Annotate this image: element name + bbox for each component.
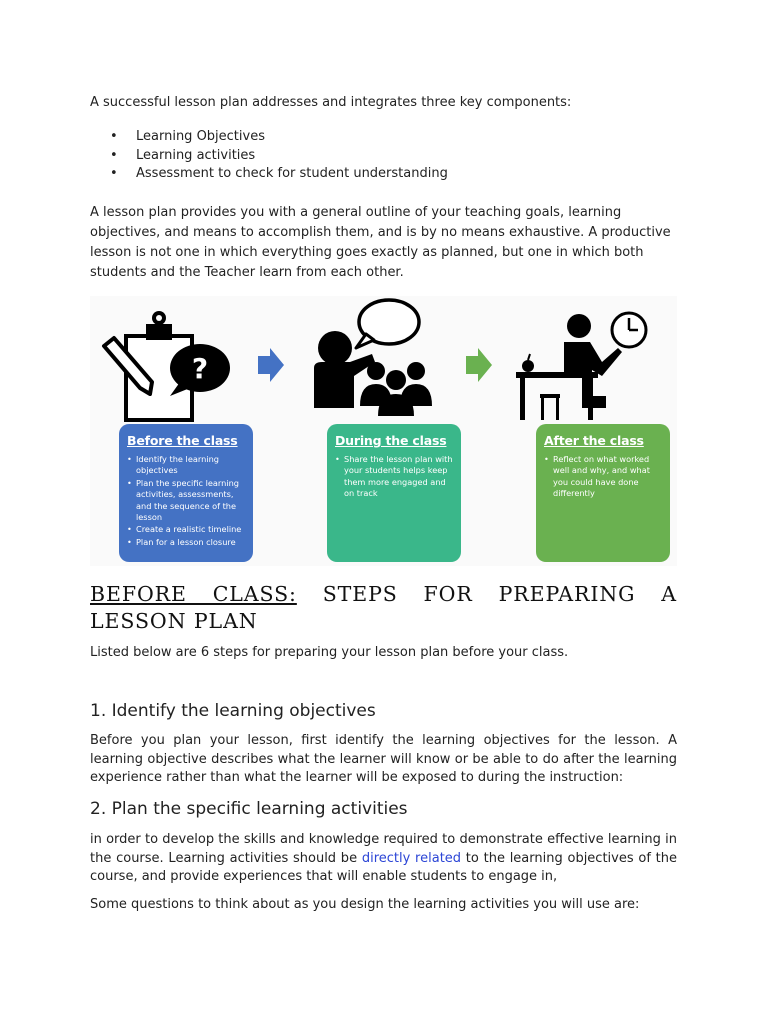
components-list: [90, 128, 448, 184]
heading-rest: STEPS FOR PREPARING A LESSON PLAN: [90, 582, 677, 633]
step-1-body: Before you plan your lesson, first identify the learning objectives for the lesson. A learning objective describes what the learner will know or be able to do after the learning experience rather than what the learner will be exposed to during the instruction:: [90, 733, 677, 785]
heading-underlined: BEFORE CLASS:: [90, 582, 297, 606]
section-heading: [90, 581, 677, 635]
directly-related-link[interactable]: directly related: [361, 850, 462, 866]
before-class-card: [119, 424, 253, 562]
card-item: • Create a realistic timeline: [127, 524, 247, 535]
clipboard-question-icon: [104, 311, 230, 420]
card-title: During the class: [335, 433, 447, 448]
arrow-right-icon: [466, 348, 492, 382]
card-item: • Reflect on what worked well and why, and what you could have done differently: [544, 454, 664, 500]
questions-text: Some questions to think about as you design the learning activities you will use are:: [90, 897, 640, 912]
during-class-card: [327, 424, 461, 562]
list-item: • Assessment to check for student understanding: [90, 165, 448, 184]
arrow-right-icon: [258, 348, 284, 382]
teacher-desk-clock-icon: [516, 313, 646, 420]
step-1-title: 1. Identify the learning objectives: [90, 701, 376, 721]
step-2-body-start: in order to develop the skills and knowledge required to demonstrate effective learning in the course. Learning activities should be: [90, 832, 677, 866]
card-title: After the class: [544, 433, 644, 448]
card-item: • Share the lesson plan with your students helps keep them more engaged and on track: [335, 454, 455, 500]
after-class-card: [536, 424, 670, 562]
card-list: [536, 454, 670, 500]
step-2-body-end: to the learning objectives of the course, and provide experiences that will enable students to engage in,: [90, 850, 677, 884]
card-item: • Identify the learning objectives: [127, 454, 247, 477]
steps-intro: Listed below are 6 steps for preparing your lesson plan before your class.: [90, 645, 569, 660]
list-item: • Learning activities: [90, 147, 448, 166]
lesson-plan-paragraph: A lesson plan provides you with a general outline of your teaching goals, learning objectives, and means to accomplish them, and is by no means exhaustive. A productive lesson is not one in which everything goes exactly as planned, but one in which both students and the Teacher learn from each other.: [90, 205, 671, 280]
list-item: • Learning Objectives: [90, 128, 448, 147]
step-2-body: [90, 831, 677, 887]
lesson-stages-figure: [90, 296, 677, 566]
card-title: Before the class: [127, 433, 238, 448]
intro-text: A successful lesson plan addresses and integrates three key components:: [90, 95, 572, 110]
card-item: • Plan the specific learning activities, assessments, and the sequence of the lesson: [127, 478, 247, 524]
teacher-students-icon: [314, 300, 432, 416]
card-list: [327, 454, 461, 500]
step-2-title: 2. Plan the specific learning activities: [90, 799, 408, 819]
svg-text:?: ?: [191, 352, 209, 385]
card-list: [119, 454, 253, 548]
figure-icons: [90, 296, 677, 424]
card-item: • Plan for a lesson closure: [127, 537, 247, 548]
